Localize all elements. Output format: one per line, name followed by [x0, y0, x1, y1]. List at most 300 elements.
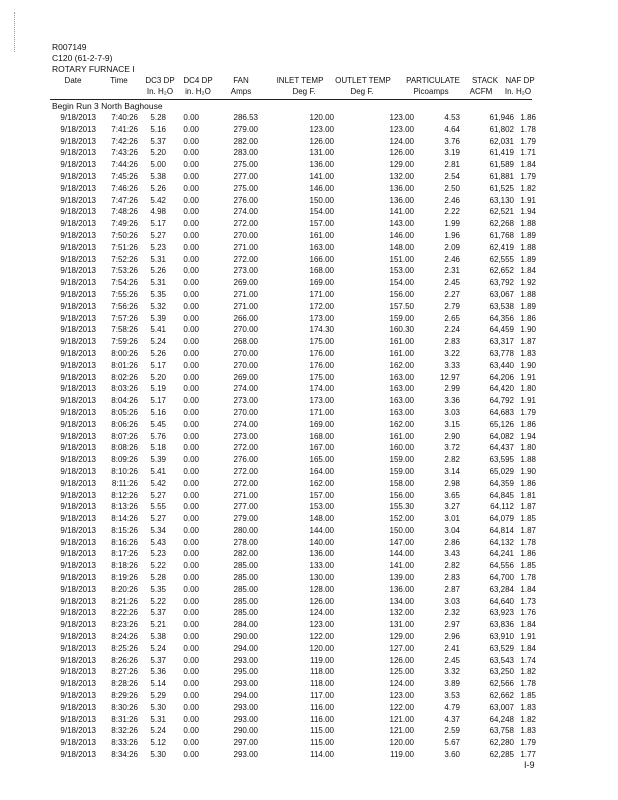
- inlet-cell: 126.00: [309, 136, 334, 146]
- inlet-cell: 141.00: [309, 171, 334, 181]
- time-cell: 7:47:26: [111, 195, 138, 205]
- dc3-cell: 5.76: [150, 431, 166, 441]
- particulate-cell: 3.04: [444, 525, 460, 535]
- time-cell: 8:01:26: [111, 360, 138, 370]
- fan-cell: 285.00: [233, 596, 258, 606]
- fan-cell: 274.00: [233, 419, 258, 429]
- particulate-cell: 2.50: [444, 183, 460, 193]
- acfm-cell: 62,521: [489, 207, 514, 217]
- dc4-cell: 0.00: [183, 407, 199, 417]
- dc3-cell: 5.21: [150, 620, 166, 630]
- naf-cell: 1.88: [520, 219, 536, 229]
- acfm-cell: 63,529: [489, 643, 514, 653]
- outlet-cell: 156.00: [389, 490, 414, 500]
- outlet-cell: 163.00: [389, 396, 414, 406]
- table-row: [0, 419, 618, 431]
- date-cell: 9/18/2013: [60, 525, 96, 535]
- naf-cell: 1.80: [520, 384, 536, 394]
- naf-cell: 1.81: [520, 490, 536, 500]
- dc3-cell: 5.38: [150, 632, 166, 642]
- acfm-cell: 64,079: [489, 514, 514, 524]
- dc4-cell: 0.00: [183, 443, 199, 453]
- outlet-cell: 139.00: [389, 573, 414, 583]
- particulate-cell: 2.87: [444, 584, 460, 594]
- acfm-cell: 63,007: [489, 702, 514, 712]
- doc-id: R007149: [52, 42, 87, 52]
- particulate-cell: 2.83: [444, 573, 460, 583]
- time-cell: 7:54:26: [111, 278, 138, 288]
- particulate-cell: 3.72: [444, 443, 460, 453]
- date-cell: 9/18/2013: [60, 113, 96, 122]
- date-cell: 9/18/2013: [60, 230, 96, 240]
- inlet-cell: 166.00: [309, 254, 334, 264]
- date-cell: 9/18/2013: [60, 655, 96, 665]
- inlet-cell: 176.00: [309, 360, 334, 370]
- date-cell: 9/18/2013: [60, 171, 96, 181]
- unit-dc4: in. H₂O: [185, 87, 211, 96]
- date-cell: 9/18/2013: [60, 325, 96, 335]
- dc3-cell: 5.41: [150, 466, 166, 476]
- header-stack: STACK: [471, 76, 499, 85]
- dc3-cell: 5.16: [150, 124, 166, 134]
- naf-cell: 1.87: [520, 337, 536, 347]
- dc4-cell: 0.00: [183, 514, 199, 524]
- particulate-cell: 2.82: [444, 455, 460, 465]
- acfm-cell: 64,112: [490, 502, 514, 512]
- particulate-cell: 1.96: [444, 230, 460, 240]
- naf-cell: 1.77: [520, 750, 536, 760]
- date-cell: 9/18/2013: [60, 348, 96, 358]
- inlet-cell: 175.00: [309, 337, 334, 347]
- fan-cell: 279.00: [233, 124, 258, 134]
- header-rule: [50, 99, 532, 100]
- dc4-cell: 0.00: [183, 632, 199, 642]
- particulate-cell: 2.79: [444, 301, 460, 311]
- time-cell: 8:07:26: [111, 431, 138, 441]
- dc4-cell: 0.00: [183, 655, 199, 665]
- inlet-cell: 169.00: [309, 278, 334, 288]
- outlet-cell: 136.00: [389, 584, 414, 594]
- table-row: [0, 678, 618, 690]
- dc3-cell: 5.43: [150, 537, 166, 547]
- dc4-cell: 0.00: [183, 254, 199, 264]
- dc3-cell: 5.17: [150, 360, 166, 370]
- outlet-cell: 123.00: [389, 691, 414, 701]
- acfm-cell: 63,250: [489, 667, 514, 677]
- fan-cell: 285.00: [233, 573, 258, 583]
- dc4-cell: 0.00: [183, 431, 199, 441]
- naf-cell: 1.83: [520, 348, 536, 358]
- table-row: [0, 218, 618, 230]
- inlet-cell: 131.00: [309, 148, 334, 158]
- outlet-cell: 119.00: [390, 750, 414, 760]
- date-cell: 9/18/2013: [60, 537, 96, 547]
- particulate-cell: 3.19: [444, 148, 460, 158]
- dc3-cell: 5.24: [150, 337, 166, 347]
- dc4-cell: 0.00: [183, 702, 199, 712]
- time-cell: 7:42:26: [111, 136, 138, 146]
- header-dc3: DC3 DP: [145, 76, 175, 85]
- table-row: [0, 289, 618, 301]
- naf-cell: 1.87: [520, 502, 536, 512]
- time-cell: 7:51:26: [111, 242, 138, 252]
- fan-cell: 273.00: [233, 431, 258, 441]
- dc3-cell: 5.31: [150, 714, 166, 724]
- particulate-cell: 2.41: [444, 643, 460, 653]
- header-time: Time: [110, 76, 128, 85]
- acfm-cell: 63,067: [489, 289, 514, 299]
- inlet-cell: 144.00: [309, 525, 334, 535]
- naf-cell: 1.82: [520, 667, 536, 677]
- outlet-cell: 161.00: [389, 431, 414, 441]
- date-cell: 9/18/2013: [60, 242, 96, 252]
- acfm-cell: 64,459: [489, 325, 514, 335]
- time-cell: 7:43:26: [111, 148, 138, 158]
- dc4-cell: 0.00: [183, 136, 199, 146]
- acfm-cell: 63,440: [489, 360, 514, 370]
- table-row: [0, 490, 618, 502]
- outlet-cell: 144.00: [389, 549, 414, 559]
- dc4-cell: 0.00: [183, 584, 199, 594]
- acfm-cell: 63,317: [489, 337, 514, 347]
- inlet-cell: 114.00: [310, 750, 334, 760]
- table-row: [0, 242, 618, 254]
- dc4-cell: 0.00: [183, 384, 199, 394]
- naf-cell: 1.83: [520, 702, 536, 712]
- dc3-cell: 5.27: [150, 490, 166, 500]
- inlet-cell: 123.00: [309, 620, 334, 630]
- particulate-cell: 1.99: [444, 219, 460, 229]
- time-cell: 7:45:26: [111, 171, 138, 181]
- table-row: [0, 383, 618, 395]
- inlet-cell: 136.00: [309, 160, 334, 170]
- dc3-cell: 5.20: [150, 372, 166, 382]
- time-cell: 7:53:26: [111, 266, 138, 276]
- table-row: [0, 466, 618, 478]
- date-cell: 9/18/2013: [60, 738, 96, 748]
- table-row: [0, 265, 618, 277]
- acfm-cell: 64,683: [489, 407, 514, 417]
- inlet-cell: 116.00: [310, 714, 334, 724]
- outlet-cell: 159.00: [389, 455, 414, 465]
- table-row: [0, 336, 618, 348]
- fan-cell: 283.00: [233, 148, 258, 158]
- inlet-cell: 157.00: [309, 490, 334, 500]
- table-row: [0, 112, 618, 124]
- table-row: [0, 313, 618, 325]
- inlet-cell: 119.00: [310, 655, 334, 665]
- particulate-cell: 2.83: [444, 337, 460, 347]
- particulate-cell: 3.60: [444, 750, 460, 760]
- table-row: [0, 454, 618, 466]
- acfm-cell: 63,538: [489, 301, 514, 311]
- time-cell: 8:13:26: [111, 502, 138, 512]
- dc4-cell: 0.00: [183, 124, 199, 134]
- table-row: [0, 643, 618, 655]
- fan-cell: 280.00: [233, 525, 258, 535]
- dc3-cell: 5.18: [150, 443, 166, 453]
- table-row: [0, 159, 618, 171]
- dc4-cell: 0.00: [183, 679, 199, 689]
- acfm-cell: 61,881: [489, 171, 514, 181]
- table-row: [0, 124, 618, 136]
- dc4-cell: 0.00: [183, 113, 199, 122]
- naf-cell: 1.94: [520, 207, 536, 217]
- naf-cell: 1.85: [520, 561, 536, 571]
- dc3-cell: 5.23: [150, 242, 166, 252]
- fan-cell: 282.00: [233, 549, 258, 559]
- acfm-cell: 61,589: [489, 160, 514, 170]
- time-cell: 8:31:26: [111, 714, 138, 724]
- table-row: [0, 525, 618, 537]
- time-cell: 7:40:26: [111, 113, 138, 122]
- outlet-cell: 157.50: [389, 301, 414, 311]
- dc4-cell: 0.00: [183, 360, 199, 370]
- particulate-cell: 2.54: [444, 171, 460, 181]
- fan-cell: 282.00: [233, 136, 258, 146]
- time-cell: 8:27:26: [111, 667, 138, 677]
- fan-cell: 295.00: [233, 667, 258, 677]
- table-row: [0, 301, 618, 313]
- inlet-cell: 118.00: [310, 679, 334, 689]
- naf-cell: 1.78: [520, 573, 536, 583]
- particulate-cell: 3.03: [444, 596, 460, 606]
- naf-cell: 1.89: [520, 254, 536, 264]
- acfm-cell: 65,126: [489, 419, 514, 429]
- date-cell: 9/18/2013: [60, 632, 96, 642]
- run-label: Begin Run 3 North Baghouse: [52, 101, 163, 111]
- particulate-cell: 12.97: [439, 372, 460, 382]
- particulate-cell: 2.96: [444, 632, 460, 642]
- particulate-cell: 2.59: [444, 726, 460, 736]
- date-cell: 9/18/2013: [60, 360, 96, 370]
- particulate-cell: 2.86: [444, 537, 460, 547]
- table-row: [0, 725, 618, 737]
- inlet-cell: 126.00: [309, 596, 334, 606]
- inlet-cell: 150.00: [309, 195, 334, 205]
- fan-cell: 270.00: [233, 230, 258, 240]
- acfm-cell: 61,802: [489, 124, 514, 134]
- table-row: [0, 631, 618, 643]
- outlet-cell: 154.00: [389, 278, 414, 288]
- particulate-cell: 2.09: [444, 242, 460, 252]
- time-cell: 8:05:26: [111, 407, 138, 417]
- particulate-cell: 4.64: [444, 124, 460, 134]
- dc4-cell: 0.00: [183, 348, 199, 358]
- acfm-cell: 61,768: [489, 230, 514, 240]
- fan-cell: 269.00: [233, 372, 258, 382]
- dc3-cell: 5.32: [150, 301, 166, 311]
- naf-cell: 1.91: [520, 195, 536, 205]
- particulate-cell: 3.36: [444, 396, 460, 406]
- date-cell: 9/18/2013: [60, 183, 96, 193]
- header-naf: NAF DP: [505, 76, 535, 85]
- acfm-cell: 63,595: [489, 455, 514, 465]
- time-cell: 7:56:26: [111, 301, 138, 311]
- table-row: [0, 607, 618, 619]
- inlet-cell: 173.00: [309, 313, 334, 323]
- date-cell: 9/18/2013: [60, 455, 96, 465]
- particulate-cell: 2.32: [444, 608, 460, 618]
- dc4-cell: 0.00: [183, 620, 199, 630]
- time-cell: 8:33:26: [111, 738, 138, 748]
- dc3-cell: 5.23: [150, 549, 166, 559]
- date-cell: 9/18/2013: [60, 679, 96, 689]
- naf-cell: 1.85: [520, 514, 536, 524]
- outlet-cell: 127.00: [389, 643, 414, 653]
- dc3-cell: 5.26: [150, 348, 166, 358]
- dc4-cell: 0.00: [183, 490, 199, 500]
- particulate-cell: 2.45: [444, 655, 460, 665]
- dc4-cell: 0.00: [183, 691, 199, 701]
- fan-cell: 273.00: [233, 396, 258, 406]
- time-cell: 8:23:26: [111, 620, 138, 630]
- table-row: [0, 348, 618, 360]
- time-cell: 7:52:26: [111, 254, 138, 264]
- table-row: [0, 572, 618, 584]
- naf-cell: 1.90: [520, 360, 536, 370]
- outlet-cell: 132.00: [389, 171, 414, 181]
- fan-cell: 272.00: [233, 443, 258, 453]
- outlet-cell: 141.00: [389, 207, 414, 217]
- dc3-cell: 5.29: [150, 691, 166, 701]
- inlet-cell: 162.00: [309, 478, 334, 488]
- table-row: [0, 596, 618, 608]
- dc4-cell: 0.00: [183, 502, 199, 512]
- dc3-cell: 5.17: [150, 219, 166, 229]
- time-cell: 8:32:26: [111, 726, 138, 736]
- fan-cell: 274.00: [233, 207, 258, 217]
- dc3-cell: 5.12: [150, 738, 166, 748]
- fan-cell: 272.00: [233, 254, 258, 264]
- fan-cell: 286.53: [233, 113, 258, 122]
- acfm-cell: 63,284: [489, 584, 514, 594]
- dc4-cell: 0.00: [183, 171, 199, 181]
- naf-cell: 1.89: [520, 230, 536, 240]
- dc4-cell: 0.00: [183, 750, 199, 760]
- dc3-cell: 5.34: [150, 525, 166, 535]
- date-cell: 9/18/2013: [60, 219, 96, 229]
- inlet-cell: 165.00: [309, 455, 334, 465]
- outlet-cell: 124.00: [389, 679, 414, 689]
- date-cell: 9/18/2013: [60, 561, 96, 571]
- acfm-cell: 62,419: [489, 242, 514, 252]
- fan-cell: 284.00: [233, 620, 258, 630]
- acfm-cell: 64,845: [489, 490, 514, 500]
- acfm-cell: 64,437: [489, 443, 514, 453]
- outlet-cell: 158.00: [389, 478, 414, 488]
- time-cell: 7:55:26: [111, 289, 138, 299]
- inlet-cell: 172.00: [309, 301, 334, 311]
- dc4-cell: 0.00: [183, 396, 199, 406]
- date-cell: 9/18/2013: [60, 490, 96, 500]
- dc4-cell: 0.00: [183, 160, 199, 170]
- outlet-cell: 121.00: [389, 726, 414, 736]
- date-cell: 9/18/2013: [60, 207, 96, 217]
- time-cell: 8:26:26: [111, 655, 138, 665]
- table-row: [0, 136, 618, 148]
- inlet-cell: 123.00: [309, 124, 334, 134]
- time-cell: 7:46:26: [111, 183, 138, 193]
- dc4-cell: 0.00: [183, 183, 199, 193]
- inlet-cell: 168.00: [309, 266, 334, 276]
- acfm-cell: 62,285: [489, 750, 514, 760]
- outlet-cell: 163.00: [389, 384, 414, 394]
- dc4-cell: 0.00: [183, 337, 199, 347]
- dc3-cell: 5.16: [150, 407, 166, 417]
- fan-cell: 279.00: [233, 514, 258, 524]
- time-cell: 8:25:26: [111, 643, 138, 653]
- time-cell: 8:21:26: [111, 596, 138, 606]
- naf-cell: 1.90: [520, 466, 536, 476]
- inlet-cell: 161.00: [309, 230, 334, 240]
- table-row: [0, 395, 618, 407]
- dc3-cell: 5.45: [150, 419, 166, 429]
- acfm-cell: 63,836: [489, 620, 514, 630]
- naf-cell: 1.91: [520, 372, 536, 382]
- table-row: [0, 501, 618, 513]
- dc4-cell: 0.00: [183, 289, 199, 299]
- dc3-cell: 5.39: [150, 455, 166, 465]
- date-cell: 9/18/2013: [60, 136, 96, 146]
- particulate-cell: 2.22: [444, 207, 460, 217]
- fan-cell: 285.00: [233, 584, 258, 594]
- outlet-cell: 126.00: [389, 655, 414, 665]
- outlet-cell: 156.00: [389, 289, 414, 299]
- naf-cell: 1.79: [520, 407, 536, 417]
- particulate-cell: 3.33: [444, 360, 460, 370]
- date-cell: 9/18/2013: [60, 478, 96, 488]
- dc3-cell: 5.37: [150, 136, 166, 146]
- fan-cell: 285.00: [233, 561, 258, 571]
- particulate-cell: 2.65: [444, 313, 460, 323]
- outlet-cell: 162.00: [389, 360, 414, 370]
- naf-cell: 1.73: [520, 596, 536, 606]
- outlet-cell: 120.00: [389, 738, 414, 748]
- acfm-cell: 64,700: [489, 573, 514, 583]
- date-cell: 9/18/2013: [60, 643, 96, 653]
- fan-cell: 271.00: [233, 289, 258, 299]
- fan-cell: 274.00: [233, 384, 258, 394]
- fan-cell: 272.00: [233, 219, 258, 229]
- fan-cell: 270.00: [233, 325, 258, 335]
- acfm-cell: 62,280: [489, 738, 514, 748]
- table-row: [0, 195, 618, 207]
- date-cell: 9/18/2013: [60, 124, 96, 134]
- outlet-cell: 160.00: [389, 443, 414, 453]
- doc-title: ROTARY FURNACE I: [52, 64, 135, 74]
- particulate-cell: 2.24: [444, 325, 460, 335]
- outlet-cell: 132.00: [389, 608, 414, 618]
- date-cell: 9/18/2013: [60, 278, 96, 288]
- table-row: [0, 407, 618, 419]
- unit-outlet: Deg F.: [350, 87, 374, 96]
- particulate-cell: 3.89: [444, 679, 460, 689]
- dc4-cell: 0.00: [183, 148, 199, 158]
- dc4-cell: 0.00: [183, 195, 199, 205]
- date-cell: 9/18/2013: [60, 714, 96, 724]
- time-cell: 8:16:26: [111, 537, 138, 547]
- fan-cell: 266.00: [233, 313, 258, 323]
- inlet-cell: 115.00: [310, 726, 334, 736]
- fan-cell: 293.00: [233, 714, 258, 724]
- inlet-cell: 117.00: [310, 691, 334, 701]
- time-cell: 8:30:26: [111, 702, 138, 712]
- fan-cell: 277.00: [233, 171, 258, 181]
- inlet-cell: 118.00: [310, 667, 334, 677]
- dc3-cell: 5.28: [150, 113, 166, 122]
- table-row: [0, 147, 618, 159]
